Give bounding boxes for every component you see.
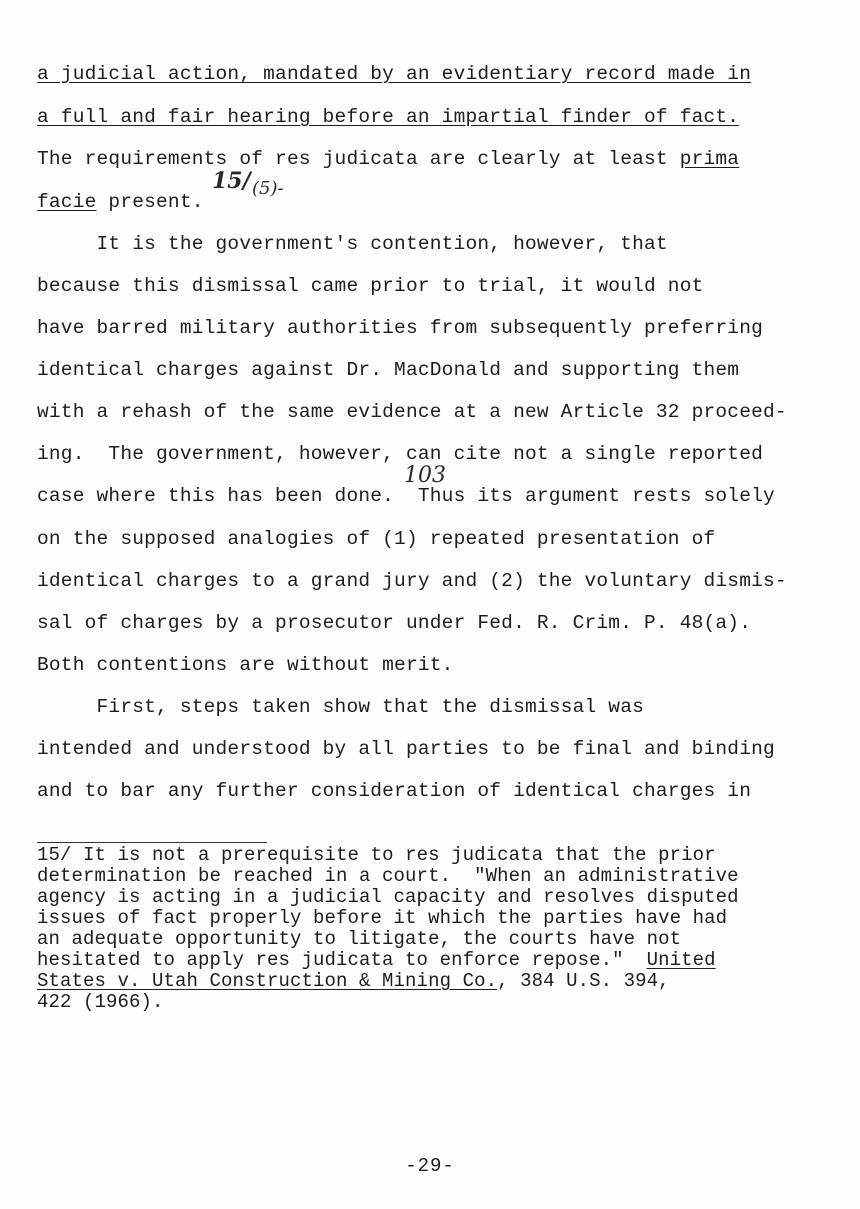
footnote-line-1: 15/ It is not a prerequisite to res judicata that the prior xyxy=(37,844,716,866)
body-line-13: identical charges to a grand jury and (2) the voluntary dismis- xyxy=(37,570,787,592)
body-line-1: a judicial action, mandated by an evidentiary record made in xyxy=(37,63,752,85)
footnote-line-3: agency is acting in a judicial capacity and resolves disputed xyxy=(37,886,739,908)
handwritten-number: 103 xyxy=(404,463,446,488)
body-line-9: with a rehash of the same evidence at a new Article 32 proceed- xyxy=(37,401,787,423)
body-line-7: have barred military authorities from subsequently preferring xyxy=(37,317,764,339)
body-line-16: First, steps taken show that the dismissal was xyxy=(37,696,644,718)
footnote-reference-mark: 15/ xyxy=(212,168,251,194)
body-line-4: facie present. xyxy=(37,191,204,213)
footnote-line-5: an adequate opportunity to litigate, the courts have not xyxy=(37,928,682,950)
footnote-line-4: issues of fact properly before it which the parties have had xyxy=(37,907,728,929)
body-line-14: sal of charges by a prosecutor under Fed. R. Crim. P. 48(a). xyxy=(37,612,752,634)
body-line-17: intended and understood by all parties to be final and binding xyxy=(37,738,775,760)
body-line-18: and to bar any further consideration of identical charges in xyxy=(37,780,752,802)
body-line-6: because this dismissal came prior to trial, it would not xyxy=(37,275,704,297)
body-line-12: on the supposed analogies of (1) repeated presentation of xyxy=(37,528,716,550)
footnote-line-6: hesitated to apply res judicata to enforce repose." United xyxy=(37,949,716,971)
footnote-separator xyxy=(37,842,267,843)
handwritten-annotation: (5)- xyxy=(252,178,284,199)
page-number: -29- xyxy=(405,1155,455,1177)
footnote-line-8: 422 (1966). xyxy=(37,991,164,1013)
body-line-15: Both contentions are without merit. xyxy=(37,654,454,676)
footnote-line-7: States v. Utah Construction & Mining Co., 384 U.S. 394, xyxy=(37,970,670,992)
body-line-11: case where this has been done. Thus its argument rests solely xyxy=(37,485,775,507)
body-line-10: ing. The government, however, can cite not a single reported xyxy=(37,443,764,465)
body-line-8: identical charges against Dr. MacDonald and supporting them xyxy=(37,359,740,381)
footnote-marker: 15/ xyxy=(37,844,72,866)
body-line-3: The requirements of res judicata are clearly at least prima xyxy=(37,148,740,170)
footnote-line-2: determination be reached in a court. "When an administrative xyxy=(37,865,739,887)
body-line-5: It is the government's contention, however, that xyxy=(37,233,668,255)
body-line-2: a full and fair hearing before an impartial finder of fact. xyxy=(37,106,740,128)
